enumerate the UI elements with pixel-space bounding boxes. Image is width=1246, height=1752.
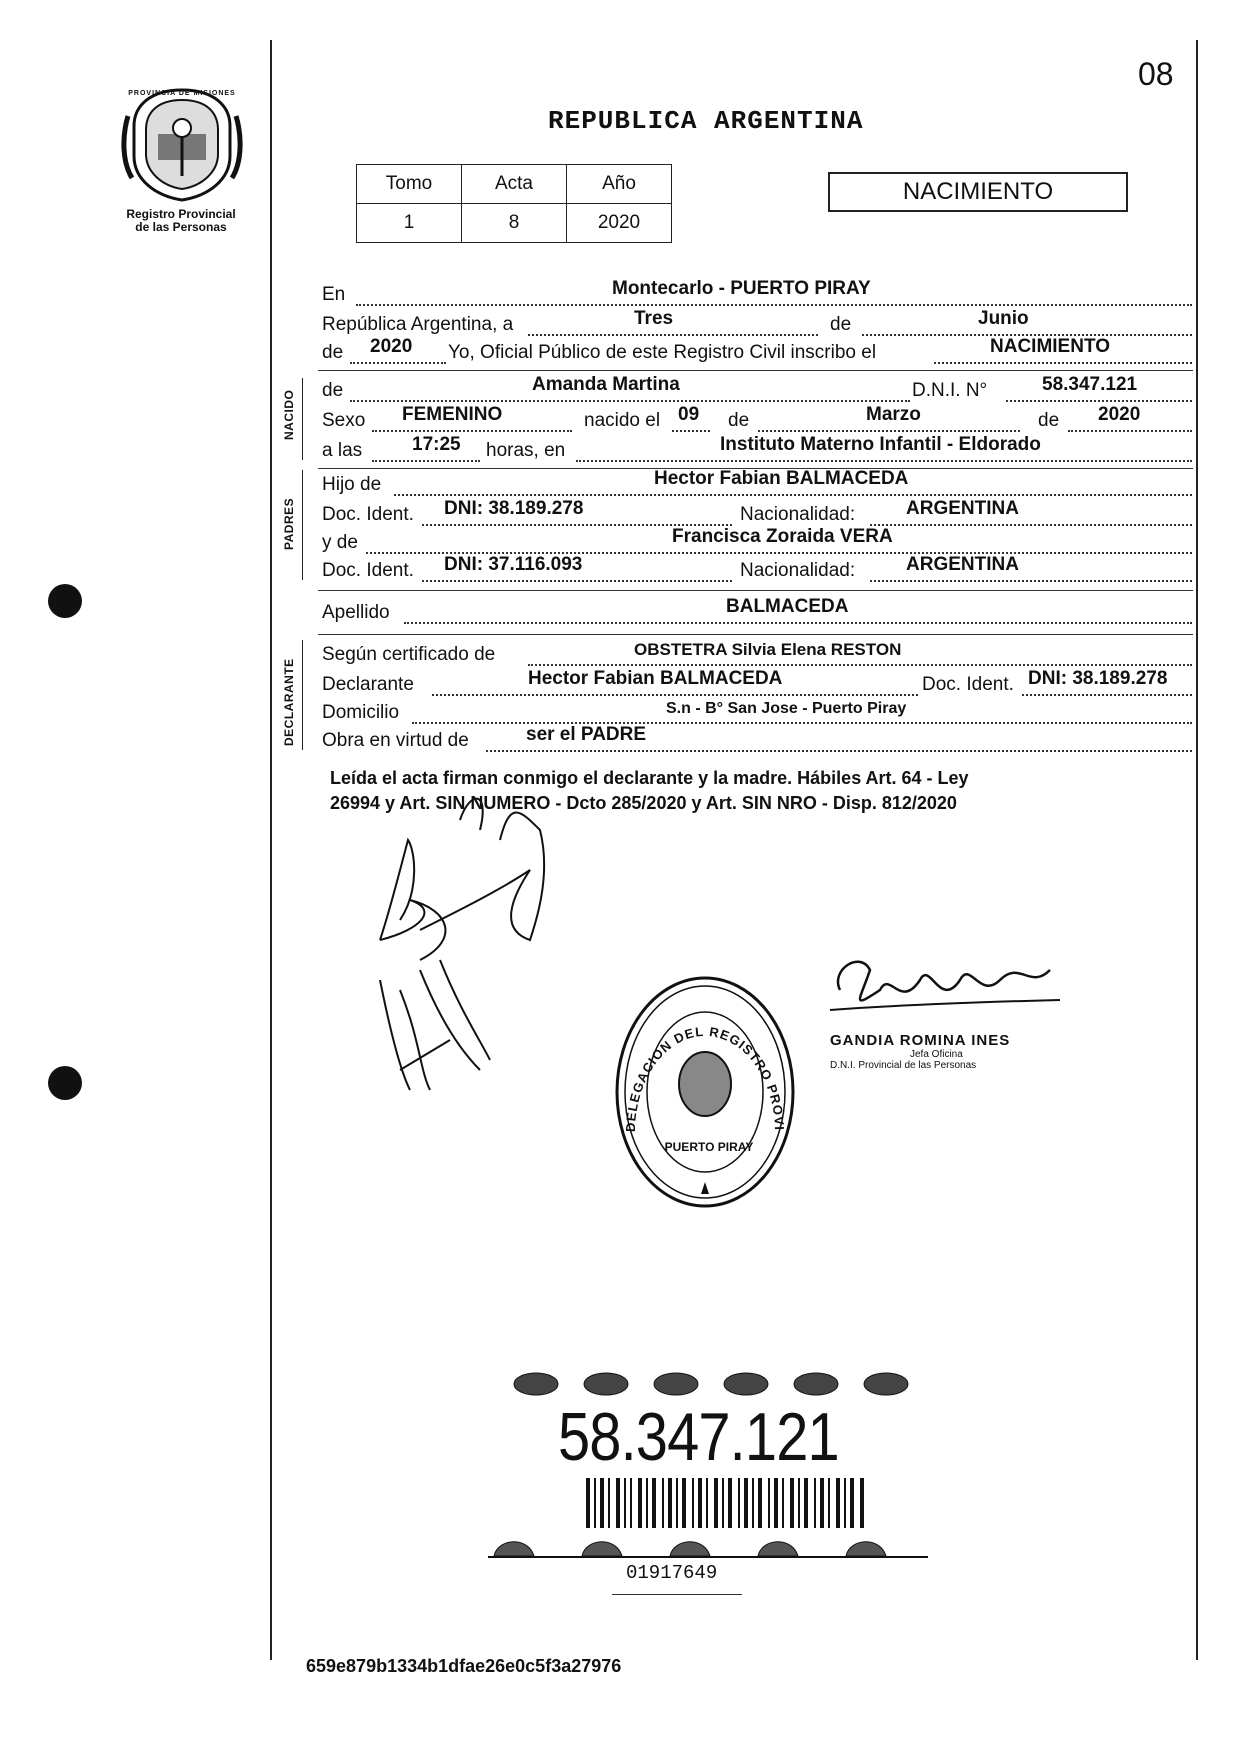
dots <box>372 458 480 462</box>
value-acto: NACIMIENTO <box>990 336 1110 357</box>
serial-number: 01917649 <box>626 1562 718 1584</box>
value-dia-texto: Tres <box>634 308 674 329</box>
value-certificado: OBSTETRA Silvia Elena RESTON <box>634 640 902 659</box>
province-crest <box>118 86 246 204</box>
row-obra <box>322 724 1192 754</box>
label-horas-en: horas, en <box>486 440 566 461</box>
row-nombre <box>322 374 1192 404</box>
document-hash: 659e879b1334b1dfae26e0c5f3a27976 <box>306 1656 622 1676</box>
dots <box>350 360 446 364</box>
section-rule <box>318 370 1193 371</box>
value-padre: Hector Fabian BALMACEDA <box>654 468 909 489</box>
official-title: Jefa Oficina <box>910 1049 963 1060</box>
row-hora <box>322 434 1192 464</box>
crest-text: PROVINCIA DE MISIONES <box>128 90 236 97</box>
dots <box>372 428 572 432</box>
row-padre-doc <box>322 498 1192 528</box>
dots <box>486 748 1192 752</box>
official-stamp <box>830 1032 1090 1071</box>
row-lugar <box>322 278 1192 308</box>
label-doc-ident-2: Doc. Ident. <box>322 560 414 581</box>
label-obra: Obra en virtud de <box>322 730 469 751</box>
label-hijo-de: Hijo de <box>322 474 382 495</box>
dots <box>576 458 1192 462</box>
value-lugar-nac: Instituto Materno Infantil - Eldorado <box>720 434 1041 455</box>
registry-caption: Registro Provincial de las Personas <box>126 207 236 234</box>
value-apellido: BALMACEDA <box>726 596 849 617</box>
barcode <box>586 1478 866 1528</box>
acta-header: Acta <box>462 165 567 204</box>
dots <box>1068 428 1192 432</box>
dots <box>404 620 1192 624</box>
label-dni: D.N.I. N° <box>912 380 988 401</box>
row-fecha <box>322 308 1192 338</box>
dots <box>350 398 910 402</box>
value-dia-nac: 09 <box>678 404 700 425</box>
section-label-nacido: NACIDO <box>282 389 296 440</box>
page-number: 08 <box>1138 56 1174 92</box>
label-yo-oficial: Yo, Oficial Público de este Registro Civil inscribo el <box>448 342 877 363</box>
value-dni: 58.347.121 <box>1042 374 1138 395</box>
value-hora: 17:25 <box>412 434 461 455</box>
label-y-de: y de <box>322 532 358 553</box>
security-strip-bottom <box>488 1534 928 1558</box>
section-rule <box>318 634 1193 635</box>
section-label-padres: PADRES <box>282 497 296 550</box>
row-madre <box>322 526 1192 556</box>
page-title: REPUBLICA ARGENTINA <box>548 106 864 136</box>
right-margin-line <box>1196 40 1198 1660</box>
padres-bracket <box>302 470 303 580</box>
anio-header: Año <box>567 165 672 204</box>
value-declarante: Hector Fabian BALMACEDA <box>528 668 783 689</box>
value-anio: 2020 <box>370 336 413 357</box>
label-doc-ident-1: Doc. Ident. <box>322 504 414 525</box>
dots <box>1006 398 1192 402</box>
label-declarante: Declarante <box>322 674 414 695</box>
official-office: D.N.I. Provincial de las Personas <box>830 1060 977 1071</box>
label-doc-ident-3: Doc. Ident. <box>922 674 1014 695</box>
row-certificado <box>322 640 1192 668</box>
row-declarante <box>322 668 1192 698</box>
dots <box>934 360 1192 364</box>
tomo-value: 1 <box>357 204 462 243</box>
value-padre-dni: DNI: 38.189.278 <box>444 498 584 519</box>
label-a-las: a las <box>322 440 363 461</box>
row-domicilio <box>322 702 1192 726</box>
official-signature <box>820 950 1070 1030</box>
row-apellido <box>322 596 1192 626</box>
label-domicilio: Domicilio <box>322 702 400 723</box>
left-margin-line <box>270 40 272 1660</box>
dots <box>394 492 1192 496</box>
seal-inner-text: PUERTO PIRAY <box>664 1140 754 1154</box>
label-sexo: Sexo <box>322 410 366 431</box>
value-declarante-dni: DNI: 38.189.278 <box>1028 668 1168 689</box>
security-strip-top <box>506 1370 926 1398</box>
registry-seal <box>610 972 800 1212</box>
official-name: GANDIA ROMINA INES <box>830 1032 1011 1049</box>
nacido-bracket <box>302 378 303 460</box>
value-nombre: Amanda Martina <box>532 374 680 395</box>
row-sexo <box>322 404 1192 434</box>
value-mes-nac: Marzo <box>866 404 921 425</box>
dots <box>528 662 1192 666</box>
dots <box>758 428 1020 432</box>
dots <box>870 578 1192 582</box>
acta-value: 8 <box>462 204 567 243</box>
value-madre: Francisca Zoraida VERA <box>672 526 893 547</box>
dots <box>870 522 1192 526</box>
value-lugar: Montecarlo - PUERTO PIRAY <box>612 278 871 299</box>
declarante-bracket <box>302 640 303 750</box>
serial-underline <box>612 1594 742 1595</box>
closing-line-2: 26994 y Art. SIN NUMERO - Dcto 285/2020 y Art. SIN NRO - Disp. 812/2020 <box>330 793 957 813</box>
punch-hole-top <box>48 584 82 618</box>
value-domicilio: S.n - B° San Jose - Puerto Piray <box>666 700 907 717</box>
dots <box>1022 692 1192 696</box>
row-madre-doc <box>322 554 1192 584</box>
row-acto <box>322 336 1192 366</box>
label-segun-cert: Según certificado de <box>322 644 496 665</box>
label-de-mes: de <box>830 314 852 335</box>
row-padre <box>322 468 1192 498</box>
label-en: En <box>322 284 346 305</box>
record-table <box>356 164 672 243</box>
label-nacionalidad-2: Nacionalidad: <box>740 560 856 581</box>
label-apellido: Apellido <box>322 602 390 623</box>
section-label-declarante: DECLARANTE <box>282 658 296 746</box>
value-mes: Junio <box>978 308 1029 329</box>
closing-line-1: Leída el acta firman conmigo el declarante y la madre. Hábiles Art. 64 - Ley <box>330 768 969 788</box>
label-de-dia: de <box>728 410 750 431</box>
dots <box>356 302 1192 306</box>
value-padre-nac: ARGENTINA <box>906 498 1019 519</box>
value-anio-nac: 2020 <box>1098 404 1141 425</box>
label-nacionalidad-1: Nacionalidad: <box>740 504 856 525</box>
dots <box>528 332 818 336</box>
value-obra: ser el PADRE <box>526 724 647 745</box>
dni-large-number: 58.347.121 <box>558 1399 839 1475</box>
tomo-header: Tomo <box>357 165 462 204</box>
dots <box>672 428 710 432</box>
value-madre-nac: ARGENTINA <box>906 554 1019 575</box>
value-sexo: FEMENINO <box>402 404 503 425</box>
label-de-anio: de <box>322 342 344 363</box>
declarant-signature <box>360 790 580 1100</box>
punch-hole-bottom <box>48 1066 82 1100</box>
label-de-nombre: de <box>322 380 344 401</box>
anio-value: 2020 <box>567 204 672 243</box>
seal-ring-text: DELEGACION DEL REGISTRO PROVI <box>622 1023 788 1133</box>
record-type-box: NACIMIENTO <box>828 172 1128 212</box>
label-nacido-el: nacido el <box>584 410 661 431</box>
value-madre-dni: DNI: 37.116.093 <box>444 554 583 575</box>
dots <box>432 692 918 696</box>
dots <box>422 578 732 582</box>
label-de-anio-nac: de <box>1038 410 1060 431</box>
section-rule <box>318 590 1193 591</box>
label-republica: República Argentina, a <box>322 314 514 335</box>
